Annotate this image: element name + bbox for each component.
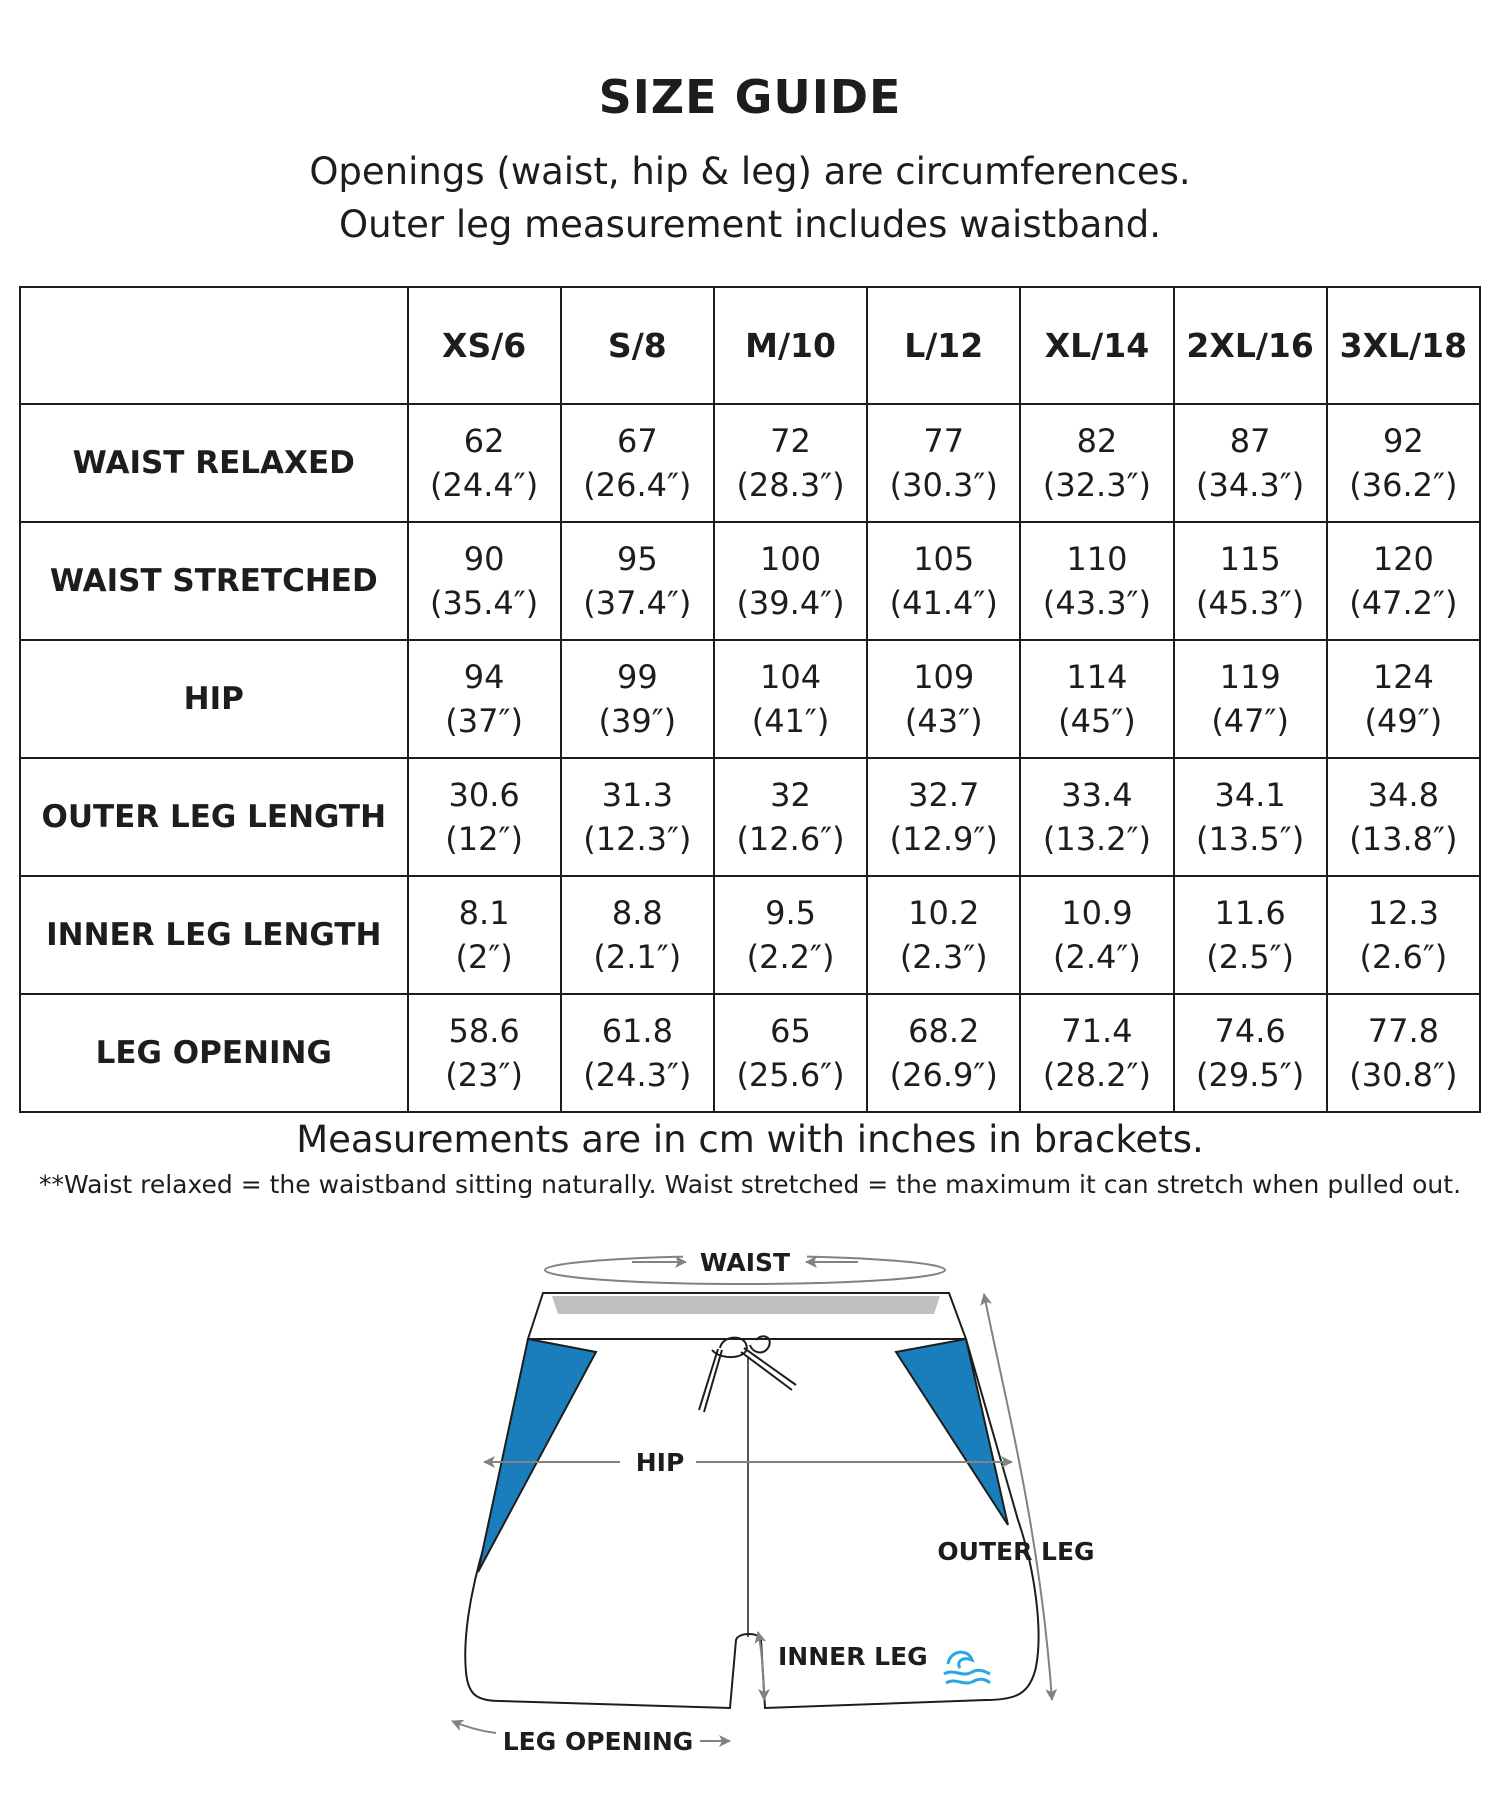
value-inches: (34.3″) (1196, 466, 1305, 504)
column-header: 3XL/18 (1327, 287, 1480, 404)
value-inches: (13.8″) (1349, 820, 1458, 858)
value-inches: (43″) (904, 702, 983, 740)
hip-label: HIP (635, 1448, 685, 1477)
value-inches: (43.3″) (1042, 584, 1152, 622)
value-inches: (29.5″) (1196, 1056, 1305, 1094)
outer-leg-label: OUTER LEG (937, 1537, 1095, 1566)
value-cm: 87 (1229, 422, 1271, 460)
value-inches: (30.3″) (889, 466, 998, 504)
value-cm: 100 (759, 540, 822, 578)
value-cm: 67 (616, 422, 658, 460)
value-cm: 8.1 (458, 894, 510, 932)
column-header: XL/14 (1020, 287, 1173, 404)
value-cm: 31.3 (601, 776, 673, 814)
value-cm: 10.9 (1061, 894, 1133, 932)
waist-footnote: **Waist relaxed = the waistband sitting naturally. Waist stretched = the maximum it can stretch when pulled out. (38, 1170, 1462, 1199)
value-inches: (36.2″) (1349, 466, 1458, 504)
value-inches: (28.2″) (1042, 1056, 1152, 1094)
value-inches: (39.4″) (736, 584, 845, 622)
row-label: INNER LEG LENGTH (20, 876, 408, 994)
value-cm: 120 (1372, 540, 1434, 578)
value-cm: 32.7 (908, 776, 980, 814)
value-inches: (26.4″) (583, 466, 692, 504)
column-header: 2XL/16 (1174, 287, 1327, 404)
value-cm: 34.8 (1367, 776, 1439, 814)
row-label: HIP (20, 640, 408, 758)
value-cm: 58.6 (448, 1012, 520, 1050)
value-inches: (37″) (445, 702, 523, 740)
value-cm: 114 (1066, 658, 1128, 696)
value-inches: (47.2″) (1349, 584, 1458, 622)
value-cm: 119 (1219, 658, 1281, 696)
value-cm: 82 (1076, 422, 1118, 460)
value-inches: (24.4″) (430, 466, 539, 504)
value-cm: 65 (770, 1012, 811, 1050)
waist-label: WAIST (699, 1248, 791, 1277)
value-inches: (32.3″) (1042, 466, 1152, 504)
value-inches: (49″) (1364, 702, 1443, 740)
value-inches: (2.1″) (593, 938, 682, 976)
value-inches: (12.3″) (583, 820, 692, 858)
inner-leg-label: INNER LEG (778, 1642, 928, 1671)
value-cm: 90 (463, 540, 505, 578)
value-cm: 12.3 (1367, 894, 1439, 932)
subtitle-line-1: Openings (waist, hip & leg) are circumferences. (309, 150, 1191, 193)
value-inches: (28.3″) (736, 466, 845, 504)
value-inches: (2″) (455, 938, 513, 976)
value-inches: (23″) (445, 1056, 523, 1094)
leg-opening-label: LEG OPENING (502, 1727, 694, 1756)
value-cm: 94 (463, 658, 505, 696)
value-inches: (2.4″) (1053, 938, 1141, 976)
value-inches: (25.6″) (736, 1056, 845, 1094)
value-cm: 74.6 (1214, 1012, 1286, 1050)
value-inches: (35.4″) (430, 584, 539, 622)
value-cm: 68.2 (908, 1012, 980, 1050)
value-cm: 34.1 (1214, 776, 1286, 814)
value-cm: 110 (1066, 540, 1128, 578)
value-cm: 77 (923, 422, 965, 460)
value-inches: (2.5″) (1206, 938, 1295, 976)
row-label: OUTER LEG LENGTH (20, 758, 408, 876)
value-inches: (13.2″) (1042, 820, 1152, 858)
value-inches: (2.6″) (1359, 938, 1448, 976)
value-cm: 77.8 (1367, 1012, 1439, 1050)
value-cm: 62 (463, 422, 505, 460)
value-inches: (26.9″) (889, 1056, 998, 1094)
value-inches: (41″) (751, 702, 830, 740)
value-inches: (13.5″) (1196, 820, 1305, 858)
value-cm: 115 (1219, 540, 1281, 578)
row-label: LEG OPENING (20, 994, 408, 1112)
value-cm: 33.4 (1061, 776, 1133, 814)
value-cm: 71.4 (1061, 1012, 1133, 1050)
column-header: S/8 (561, 287, 714, 404)
column-header: XS/6 (408, 287, 561, 404)
row-label: WAIST STRETCHED (20, 522, 408, 640)
row-label: WAIST RELAXED (20, 404, 408, 522)
value-inches: (2.2″) (746, 938, 835, 976)
value-cm: 10.2 (908, 894, 980, 932)
leg-opening-arrow-left (452, 1721, 496, 1733)
value-inches: (30.8″) (1349, 1056, 1458, 1094)
value-cm: 99 (616, 658, 658, 696)
value-inches: (12.6″) (736, 820, 845, 858)
value-cm: 104 (759, 658, 822, 696)
value-cm: 105 (913, 540, 975, 578)
value-cm: 72 (770, 422, 811, 460)
value-cm: 11.6 (1214, 894, 1286, 932)
value-cm: 124 (1372, 658, 1434, 696)
page-title: SIZE GUIDE (598, 70, 902, 124)
value-cm: 92 (1383, 422, 1424, 460)
value-cm: 32 (770, 776, 811, 814)
value-cm: 109 (913, 658, 975, 696)
value-inches: (41.4″) (889, 584, 998, 622)
waistband-shadow (552, 1296, 940, 1314)
column-header: M/10 (714, 287, 867, 404)
value-inches: (12.9″) (889, 820, 998, 858)
value-cm: 95 (616, 540, 658, 578)
value-cm: 30.6 (448, 776, 520, 814)
value-inches: (12″) (445, 820, 523, 858)
value-inches: (2.3″) (899, 938, 988, 976)
column-header: L/12 (867, 287, 1020, 404)
value-cm: 61.8 (601, 1012, 673, 1050)
value-inches: (45″) (1058, 702, 1136, 740)
subtitle-line-2: Outer leg measurement includes waistband. (339, 203, 1161, 246)
value-cm: 8.8 (611, 894, 663, 932)
value-inches: (37.4″) (583, 584, 692, 622)
value-inches: (39″) (598, 702, 677, 740)
value-inches: (47″) (1211, 702, 1289, 740)
value-cm: 9.5 (765, 894, 816, 932)
units-note: Measurements are in cm with inches in brackets. (296, 1118, 1204, 1161)
value-inches: (45.3″) (1196, 584, 1305, 622)
value-inches: (24.3″) (583, 1056, 692, 1094)
